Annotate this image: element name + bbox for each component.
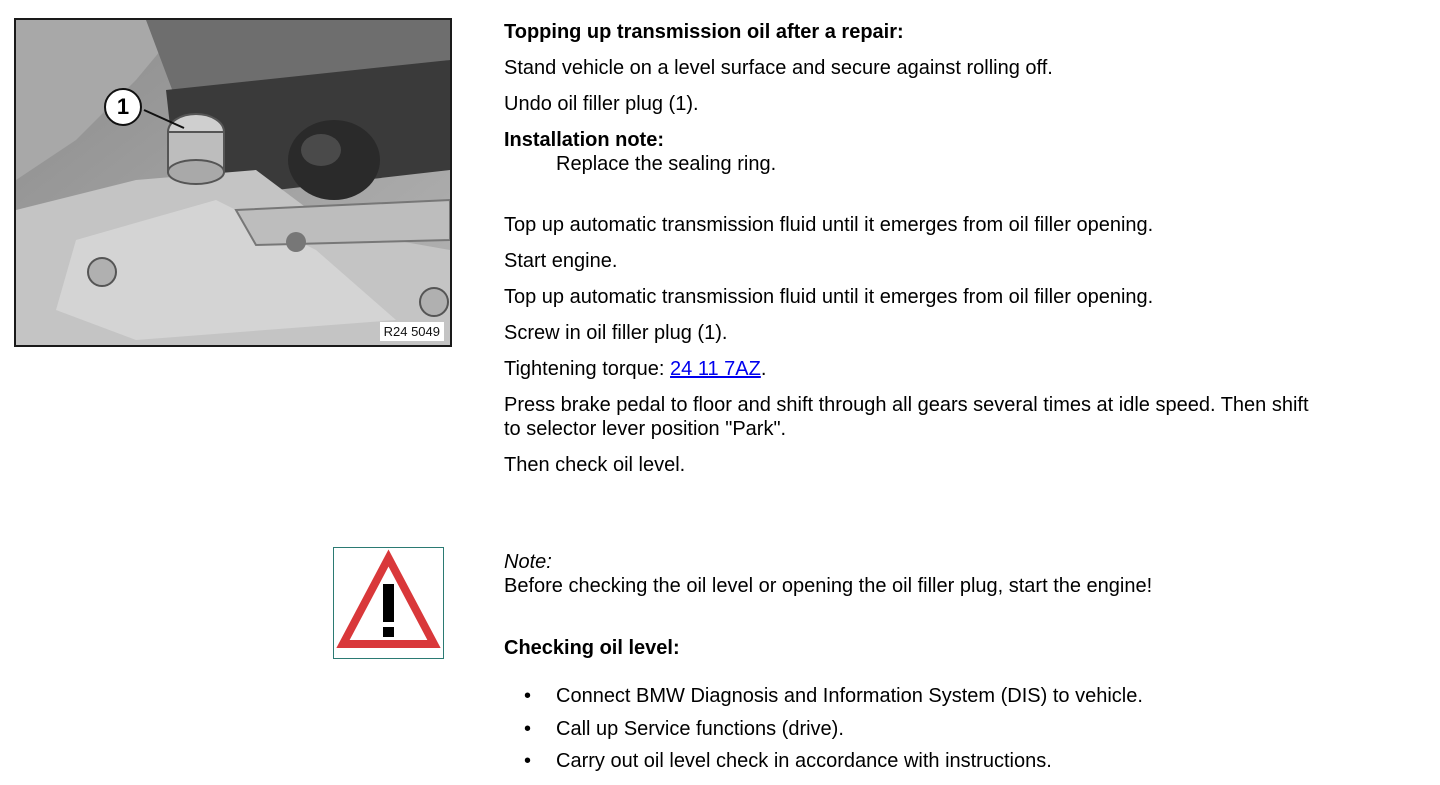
figure-id: R24 5049 [380,322,444,341]
transmission-illustration [16,20,450,345]
torque-label: Tightening torque: [504,358,671,380]
step-shift-gears-line2: to selector lever position "Park". [504,418,787,440]
step-screw-in-plug: Screw in oil filler plug (1). [504,322,728,344]
step-start-engine: Start engine. [504,250,618,272]
callout-1: 1 [104,88,142,126]
bullet-icon: • [524,685,532,707]
check-heading: Checking oil level: [504,637,680,659]
installation-note-text: Replace the sealing ring. [556,153,777,175]
list-item: Carry out oil level check in accordance with instructions. [556,750,1052,772]
torque-suffix: . [760,358,767,380]
note-label: Note: [504,551,552,573]
bullet-icon: • [524,750,532,772]
torque-spec-link[interactable]: 24 11 7AZ [670,358,761,380]
procedure-heading: Topping up transmission oil after a repair: [504,21,904,43]
warning-triangle-icon [334,548,443,658]
tightening-torque [504,357,766,381]
step-undo-plug: Undo oil filler plug (1). [504,93,699,115]
step-shift-gears-line1: Press brake pedal to floor and shift through all gears several times at idle speed. Then shift [504,394,1309,416]
warning-box [333,547,444,659]
bullet-icon: • [524,718,532,740]
step-top-up-1: Top up automatic transmission fluid until it emerges from oil filler opening. [504,214,1154,236]
step-check-oil: Then check oil level. [504,454,686,476]
step-level-surface: Stand vehicle on a level surface and secure against rolling off. [504,57,1053,79]
step-top-up-2: Top up automatic transmission fluid until it emerges from oil filler opening. [504,286,1154,308]
transmission-photo [14,18,452,347]
note-text: Before checking the oil level or opening the oil filler plug, start the engine! [504,575,1153,597]
installation-note-heading: Installation note: [504,129,664,151]
list-item: Call up Service functions (drive). [556,718,844,740]
list-item: Connect BMW Diagnosis and Information System (DIS) to vehicle. [556,685,1143,707]
